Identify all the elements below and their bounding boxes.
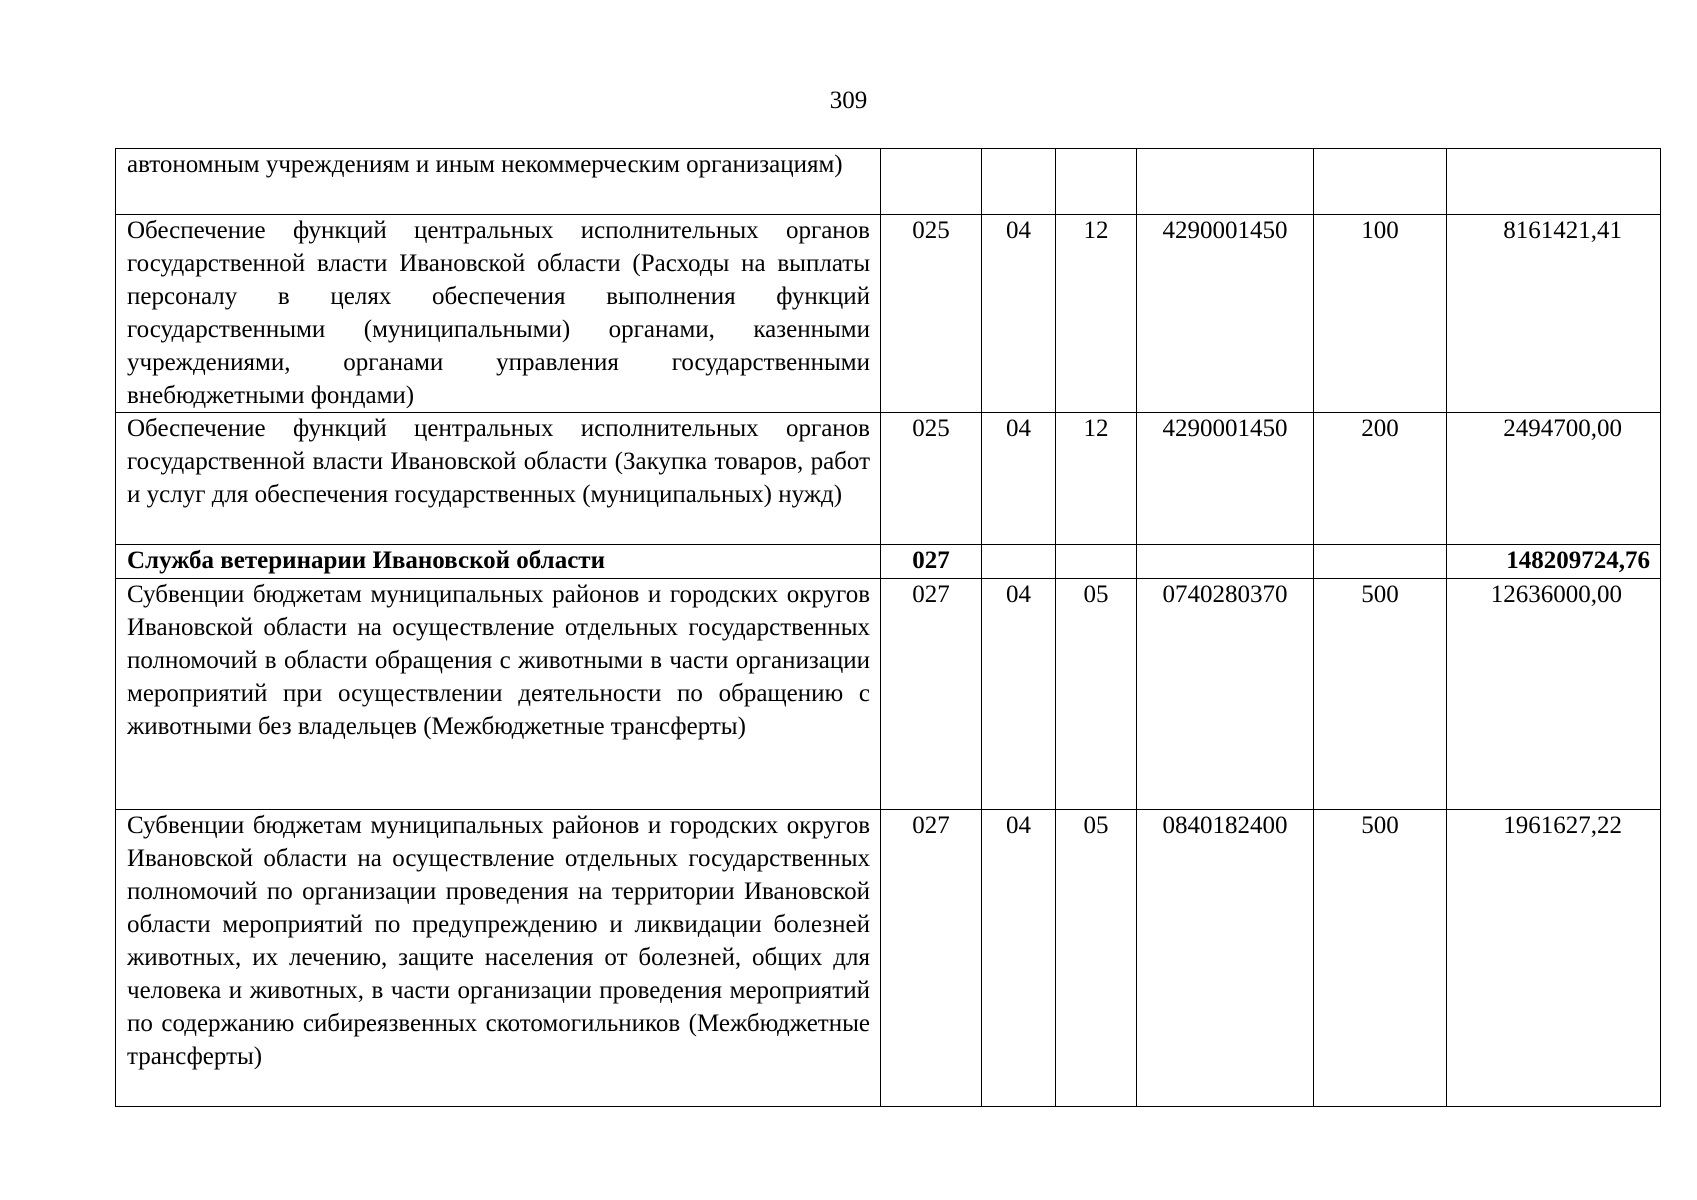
expense-type-cell bbox=[1314, 149, 1447, 215]
expense-type-cell: 500 bbox=[1314, 579, 1447, 810]
expense-type-cell: 500 bbox=[1314, 810, 1447, 1107]
ministry-code-cell bbox=[881, 149, 982, 215]
budget-table bbox=[115, 148, 1661, 1107]
amount-cell: 2494700,00 bbox=[1447, 413, 1661, 545]
subsection-code-cell bbox=[1056, 545, 1137, 579]
section-code-cell bbox=[982, 545, 1056, 579]
table-row bbox=[116, 579, 1661, 810]
amount-cell: 12636000,00 bbox=[1447, 579, 1661, 810]
target-article-cell: 4290001450 bbox=[1137, 413, 1314, 545]
description-cell: Субвенции бюджетам муниципальных районов и городских округов Ивановской области на осуществление отдельных государственных полномочий по организации проведения на территории Ивановской области мероприятий по предупреждению и ликвидации болезней животных, их лечению, защите населения от болезней, общих для человека и животных, в части организации проведения мероприятий по содержанию сибиреязвенных скотомогильников (Межбюджетные трансферты) bbox=[116, 810, 881, 1107]
page-number: 309 bbox=[829, 87, 868, 114]
description-cell: Субвенции бюджетам муниципальных районов и городских округов Ивановской области на осуществление отдельных государственных полномочий в области обращения с животными в части организации мероприятий при осуществлении деятельности по обращению с животными без владельцев (Межбюджетные трансферты) bbox=[116, 579, 881, 810]
section-code-cell: 04 bbox=[982, 413, 1056, 545]
ministry-code-cell: 027 bbox=[881, 545, 982, 579]
target-article-cell: 0740280370 bbox=[1137, 579, 1314, 810]
section-code-cell bbox=[982, 149, 1056, 215]
organization-name-cell: Служба ветеринарии Ивановской области bbox=[116, 545, 881, 579]
subsection-code-cell: 05 bbox=[1056, 579, 1137, 810]
table-row bbox=[116, 413, 1661, 545]
target-article-cell bbox=[1137, 149, 1314, 215]
section-code-cell: 04 bbox=[982, 579, 1056, 810]
description-cell: Обеспечение функций центральных исполнительных органов государственной власти Ивановской области (Расходы на выплаты персоналу в целях обеспечения выполнения функций государственными (муниципальными) органами, казенными учреждениями, органами управления государственными внебюджетными фондами) bbox=[116, 215, 881, 413]
expense-type-cell bbox=[1314, 545, 1447, 579]
target-article-cell bbox=[1137, 545, 1314, 579]
ministry-code-cell: 025 bbox=[881, 215, 982, 413]
table-row bbox=[116, 810, 1661, 1107]
expense-type-cell: 100 bbox=[1314, 215, 1447, 413]
subsection-code-cell: 05 bbox=[1056, 810, 1137, 1107]
subsection-code-cell: 12 bbox=[1056, 215, 1137, 413]
subsection-code-cell bbox=[1056, 149, 1137, 215]
expense-type-cell: 200 bbox=[1314, 413, 1447, 545]
amount-cell: 8161421,41 bbox=[1447, 215, 1661, 413]
table-row bbox=[116, 149, 1661, 215]
amount-cell: 1961627,22 bbox=[1447, 810, 1661, 1107]
organization-row bbox=[116, 545, 1661, 579]
table-row bbox=[116, 215, 1661, 413]
target-article-cell: 0840182400 bbox=[1137, 810, 1314, 1107]
description-cell: автономным учреждениям и иным некоммерческим организациям) bbox=[116, 149, 881, 215]
description-cell: Обеспечение функций центральных исполнительных органов государственной власти Ивановской области (Закупка товаров, работ и услуг для обеспечения государственных (муниципальных) нужд) bbox=[116, 413, 881, 545]
amount-cell: 148209724,76 bbox=[1447, 545, 1661, 579]
subsection-code-cell: 12 bbox=[1056, 413, 1137, 545]
amount-cell bbox=[1447, 149, 1661, 215]
ministry-code-cell: 027 bbox=[881, 810, 982, 1107]
section-code-cell: 04 bbox=[982, 810, 1056, 1107]
ministry-code-cell: 027 bbox=[881, 579, 982, 810]
section-code-cell: 04 bbox=[982, 215, 1056, 413]
target-article-cell: 4290001450 bbox=[1137, 215, 1314, 413]
ministry-code-cell: 025 bbox=[881, 413, 982, 545]
